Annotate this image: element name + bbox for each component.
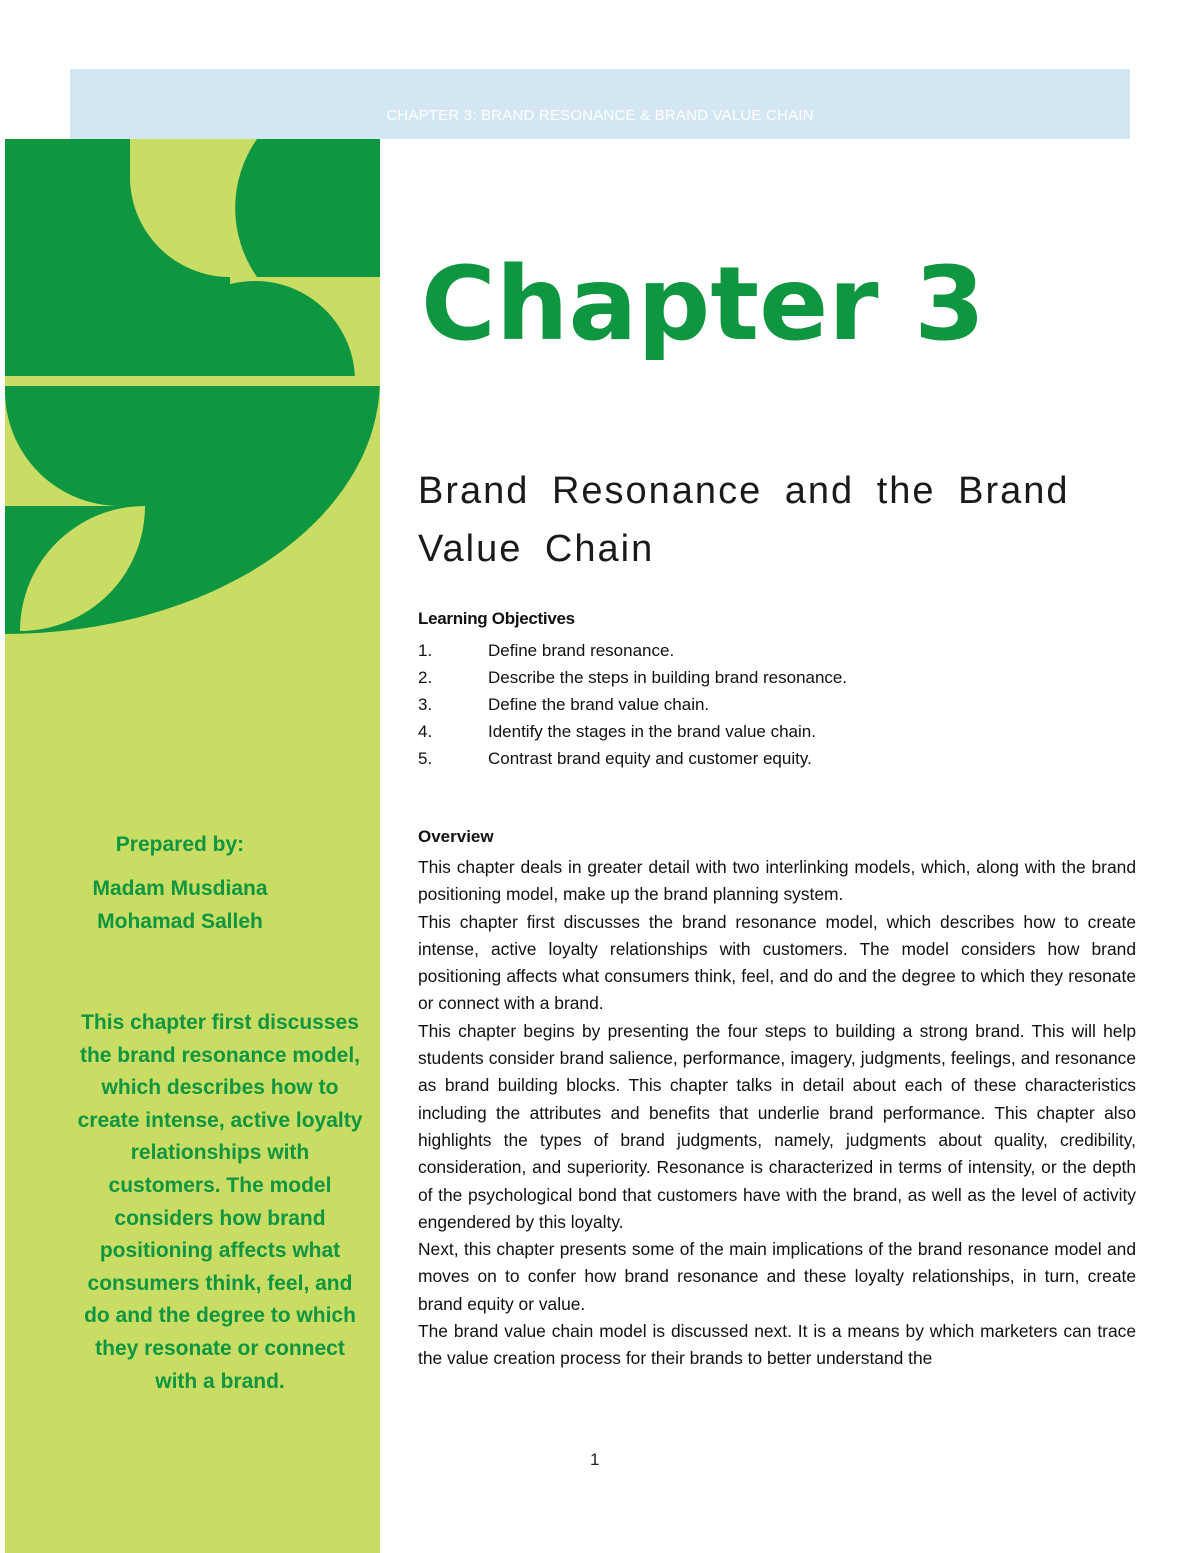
objective-item bbox=[418, 691, 847, 718]
overview-heading: Overview bbox=[418, 827, 494, 846]
running-header-title: CHAPTER 3: BRAND RESONANCE & BRAND VALUE CHAIN bbox=[386, 107, 814, 124]
overview-paragraph: This chapter begins by presenting the four steps to building a strong brand. This will help students consider brand salience, performance, imagery, judgments, feelings, and resonance as brand building blocks. This chapter talks in detail about each of these characteristics including the attributes and benefits that underlie brand performance. This chapter also highlights the types of brand judgments, namely, judgments about quality, credibility, consideration, and superiority. Resonance is characterized in terms of intensity, or the depth of the psychological bond that customers have with the brand, as well as the level of activity engendered by this loyalty. bbox=[418, 1020, 1136, 1232]
author-name-line2: Mohamad Salleh bbox=[97, 910, 263, 933]
prepared-by-label: Prepared by: bbox=[115, 833, 245, 856]
running-header-band bbox=[70, 69, 1130, 139]
objective-number: 3. bbox=[418, 695, 433, 714]
objective-item bbox=[418, 718, 847, 745]
objective-number: 5. bbox=[418, 749, 433, 768]
objective-item bbox=[418, 664, 847, 691]
objective-number: 4. bbox=[418, 722, 433, 741]
sidebar-panel bbox=[5, 139, 380, 1553]
learning-objectives-list bbox=[418, 637, 847, 772]
decorative-shapes-graphic bbox=[5, 139, 380, 634]
objective-item bbox=[418, 637, 847, 664]
overview-body bbox=[418, 854, 1136, 1373]
objective-text: Define brand resonance. bbox=[488, 641, 675, 660]
page-number: 1 bbox=[590, 1450, 600, 1469]
shape-top-right bbox=[235, 139, 380, 277]
chapter-title: Chapter 3 bbox=[421, 245, 986, 364]
objective-text: Contrast brand equity and customer equity. bbox=[488, 749, 812, 768]
objective-text: Identify the stages in the brand value chain. bbox=[488, 722, 816, 741]
objective-number: 2. bbox=[418, 668, 433, 687]
objective-text: Describe the steps in building brand resonance. bbox=[488, 668, 848, 687]
overview-paragraph: This chapter first discusses the brand resonance model, which describes how to create intense, active loyalty relationships with customers. The model considers how brand positioning affects what consumers think, feel, and do and the degree to which they resonate or connect with a brand. bbox=[418, 911, 1136, 1014]
overview-paragraph: This chapter deals in greater detail with two interlinking models, which, along with the brand positioning model, make up the brand planning system. bbox=[418, 857, 1136, 905]
author-name-line1: Madam Musdiana bbox=[92, 877, 268, 900]
objective-item bbox=[418, 745, 847, 772]
objective-number: 1. bbox=[418, 641, 433, 660]
chapter-subtitle: Brand Resonance and the Brand Value Chain bbox=[418, 470, 1070, 570]
sidebar-summary: This chapter first discusses the brand resonance model, which describes how to create intense, active loyalty relationships with customers. The model considers how brand positioning affects what consumers think, feel, and do and the degree to which they resonate or connect with a brand. bbox=[77, 1011, 363, 1393]
objective-text: Define the brand value chain. bbox=[488, 695, 710, 714]
overview-paragraph: The brand value chain model is discussed next. It is a means by which marketers can trace the value creation process for their brands to better understand the bbox=[418, 1321, 1136, 1369]
learning-objectives-heading: Learning Objectives bbox=[418, 609, 575, 628]
overview-paragraph: Next, this chapter presents some of the main implications of the brand resonance model and moves on to confer how brand resonance and these loyalty relationships, in turn, create brand equity or value. bbox=[418, 1239, 1136, 1314]
